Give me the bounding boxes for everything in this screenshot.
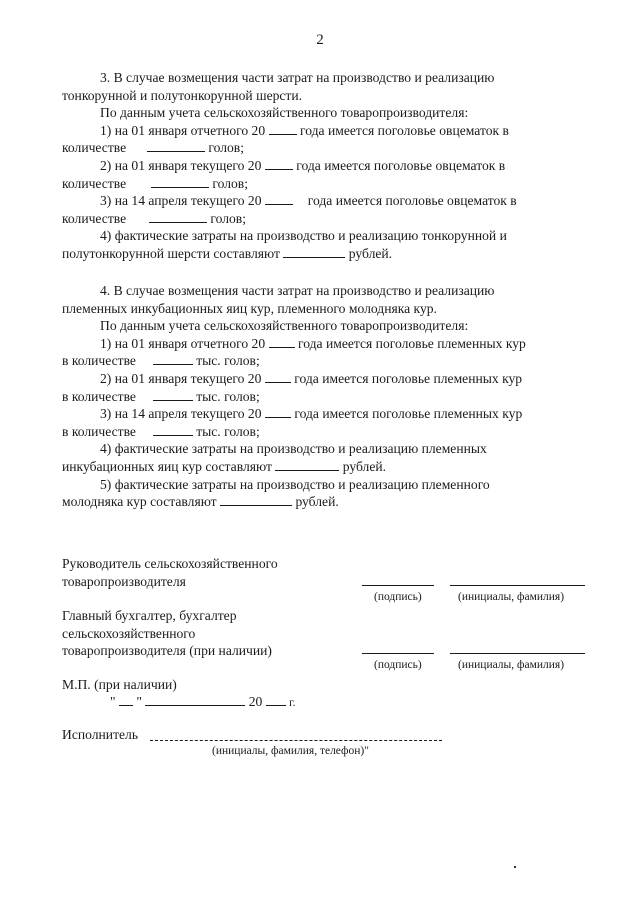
year-blank[interactable] (265, 370, 291, 383)
section-4-item-1-line1: 1) на 01 января отчетного 20 года имеется поголовье племенных кур (100, 335, 526, 351)
section-3 (62, 69, 585, 263)
scan-artifact-dot (514, 866, 516, 868)
year-blank[interactable] (265, 192, 293, 205)
accountant-signature-line[interactable] (362, 653, 434, 654)
section-4 (62, 282, 585, 511)
section-3-item-3-line2: количестве голов; (62, 210, 247, 226)
executor-line[interactable] (150, 740, 442, 741)
section-4-item-3-line2: в количестве тыс. голов; (62, 423, 260, 439)
section-4-item-4-line2: инкубационных яиц кур составляют рублей. (62, 458, 387, 474)
section-4-data-intro: По данным учета сельскохозяйственного товаропроизводителя: (100, 318, 469, 334)
section-3-item-1-line1: 1) на 01 января отчетного 20 года имеется поголовье овцематок в (100, 122, 509, 138)
head-signature-line[interactable] (362, 585, 434, 586)
section-4-item-5-line1: 5) фактические затраты на производство и реализацию племенного (100, 476, 490, 492)
signature-block (62, 555, 585, 755)
head-signature-caption: (подпись) (374, 591, 422, 603)
accountant-name-caption: (инициалы, фамилия) (458, 659, 565, 671)
amount-blank[interactable] (220, 493, 292, 506)
quantity-blank[interactable] (151, 175, 209, 188)
quantity-blank[interactable] (153, 423, 193, 436)
accountant-name-line[interactable] (450, 653, 585, 654)
quantity-blank[interactable] (147, 139, 205, 152)
section-4-item-2-line2: в количестве тыс. голов; (62, 388, 260, 404)
head-title: Руководитель сельскохозяйственного товаропроизводителя (62, 556, 278, 589)
section-3-item-2-line2: количестве голов; (62, 175, 249, 191)
section-3-data-intro: По данным учета сельскохозяйственного товаропроизводителя: (100, 105, 469, 121)
date-day-blank[interactable] (119, 695, 133, 706)
section-4-item-3-line1: 3) на 14 апреля текущего 20 года имеется поголовье племенных кур (100, 406, 523, 422)
section-3-heading-line1: 3. В случае возмещения части затрат на производство и реализацию (100, 70, 495, 85)
quantity-blank[interactable] (153, 352, 193, 365)
section-3-heading-line2: тонкорунной и полутонкорунной шерсти. (62, 87, 303, 103)
section-4-item-5-line2: молодняка кур составляют рублей. (62, 494, 339, 510)
section-3-item-2-line1: 2) на 01 января текущего 20 года имеется поголовье овцематок в (100, 157, 506, 173)
year-blank[interactable] (265, 405, 291, 418)
accountant-title: Главный бухгалтер, бухгалтер сельскохозяйственного товаропроизводителя (при наличии) (62, 608, 272, 659)
stamp-label: М.П. (при наличии) (62, 677, 177, 692)
quantity-blank[interactable] (149, 210, 207, 223)
year-blank[interactable] (269, 122, 297, 135)
executor-label: Исполнитель (62, 727, 139, 742)
section-3-item-4-line2: полутонкорунной шерсти составляют рублей. (62, 245, 393, 261)
section-4-heading-line2: племенных инкубационных яиц кур, племенного молодняка кур. (62, 300, 437, 316)
year-blank[interactable] (265, 157, 293, 170)
amount-blank[interactable] (283, 245, 345, 258)
date-line: " " 20 г. (110, 694, 296, 709)
accountant-signature-caption: (подпись) (374, 659, 422, 671)
section-3-item-3-line1: 3) на 14 апреля текущего 20 года имеется поголовье овцематок в (100, 193, 517, 209)
date-year-blank[interactable] (266, 695, 286, 706)
quantity-blank[interactable] (153, 388, 193, 401)
page-number: 2 (316, 32, 324, 48)
head-name-line[interactable] (450, 585, 585, 586)
date-month-blank[interactable] (145, 695, 245, 706)
amount-blank[interactable] (275, 458, 339, 471)
section-4-heading-line1: 4. В случае возмещения части затрат на производство и реализацию (100, 283, 495, 298)
executor-caption: (инициалы, фамилия, телефон)" (212, 745, 369, 757)
section-3-item-1-line2: количестве голов; (62, 140, 245, 156)
head-name-caption: (инициалы, фамилия) (458, 591, 565, 603)
section-4-item-1-line2: в количестве тыс. голов; (62, 353, 260, 369)
section-3-item-4-line1: 4) фактические затраты на производство и реализацию тонкорунной и (100, 228, 507, 244)
section-4-item-4-line1: 4) фактические затраты на производство и реализацию племенных (100, 441, 487, 457)
section-4-item-2-line1: 2) на 01 января текущего 20 года имеется поголовье племенных кур (100, 370, 523, 386)
year-blank[interactable] (269, 335, 295, 348)
